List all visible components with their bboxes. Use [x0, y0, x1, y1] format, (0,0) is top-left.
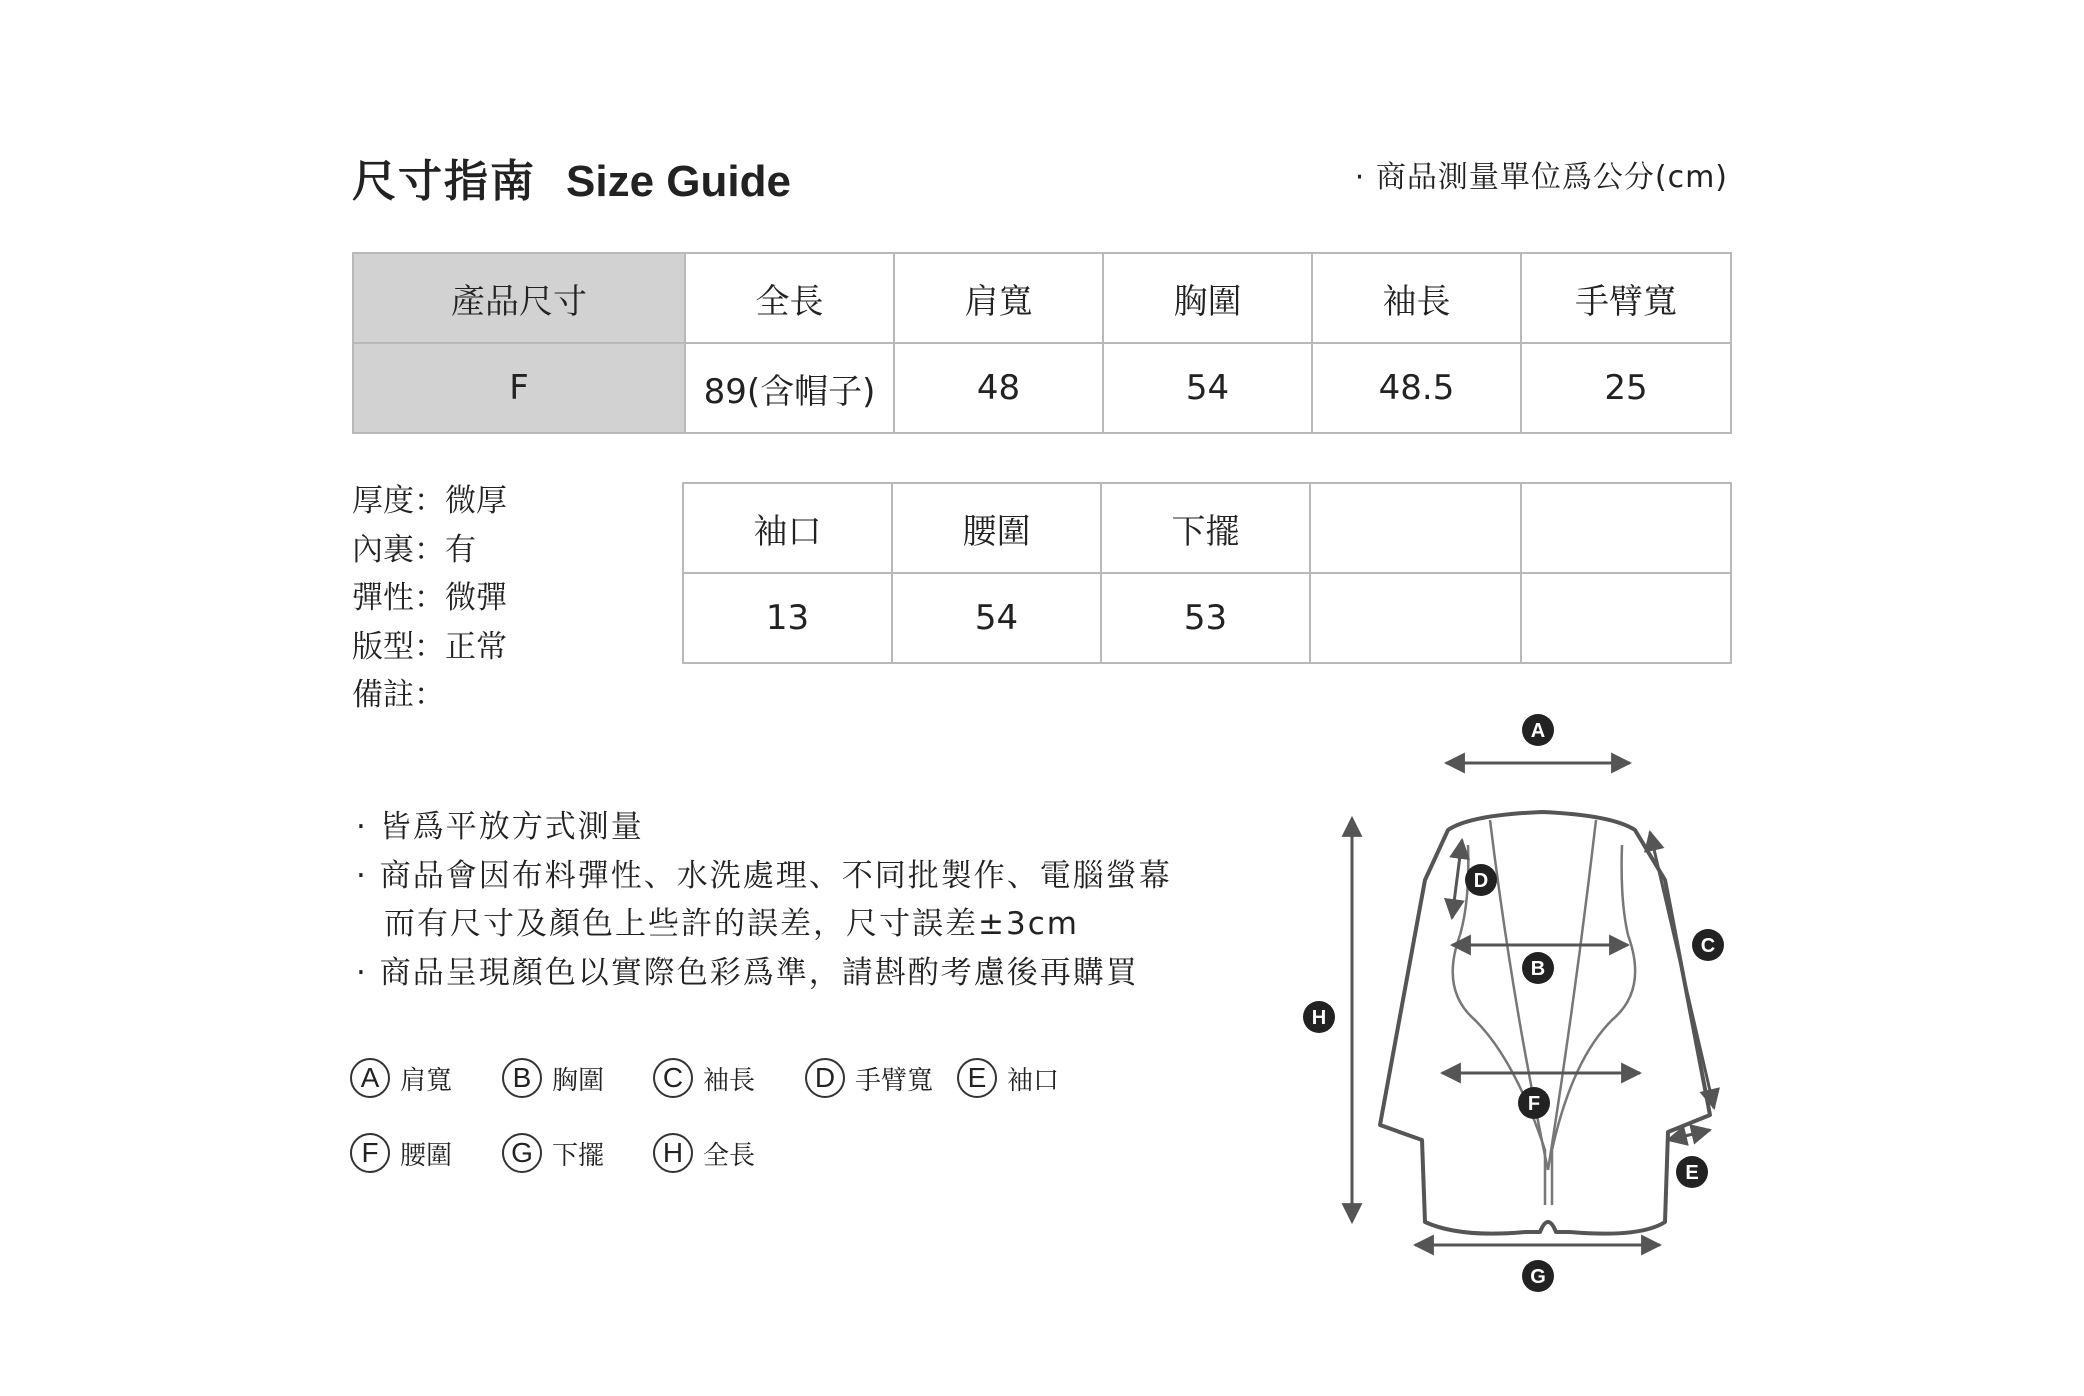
svg-text:H: H [1311, 1007, 1327, 1029]
legend-letter-a: A [350, 1058, 390, 1098]
arrow-d-arm [1452, 840, 1462, 918]
svg-text:D: D [1473, 870, 1489, 892]
attribute-fit: 版型：正常 [352, 628, 507, 665]
table-cell: 54 [1103, 343, 1312, 433]
table-cell: 25 [1521, 343, 1731, 433]
legend-letter-g: G [502, 1133, 542, 1173]
legend-label: 袖長 [703, 1065, 756, 1096]
table-cell: 48 [894, 343, 1103, 433]
table-cell: F [353, 343, 685, 433]
badge-g [1522, 1260, 1554, 1292]
attribute-elasticity: 彈性：微彈 [352, 580, 507, 616]
table-header-cell: 產品尺寸 [353, 253, 685, 343]
arrow-c-sleeve [1650, 832, 1714, 1108]
legend-letter-e: E [957, 1058, 997, 1098]
svg-text:E: E [1685, 1162, 1699, 1184]
title-zh: 尺寸指南 [352, 156, 536, 207]
badge-d [1465, 864, 1497, 896]
legend-letter-d: D [805, 1058, 845, 1098]
svg-text:G: G [1530, 1266, 1546, 1288]
badge-b [1522, 952, 1554, 984]
legend-letter-f: F [350, 1133, 390, 1173]
legend-label: 全長 [703, 1140, 756, 1171]
legend-letter-h: H [653, 1133, 693, 1173]
title-en: Size Guide [566, 157, 791, 206]
table-header-cell: 腰圍 [892, 483, 1101, 573]
attribute-thickness: 厚度：微厚 [352, 483, 507, 519]
table-cell: 53 [1101, 573, 1310, 663]
legend-letter-b: B [502, 1058, 542, 1098]
note-line: · 皆爲平放方式測量 [356, 809, 644, 845]
legend-letter-c: C [653, 1058, 693, 1098]
note-line: · 商品呈現顏色以實際色彩爲準，請斟酌考慮後再購買 [356, 954, 1139, 991]
table-header-cell: 袖長 [1312, 253, 1521, 343]
badge-c [1692, 929, 1724, 961]
legend-label: 腰圍 [400, 1140, 453, 1171]
attribute-remarks: 備註： [352, 677, 445, 713]
note-line: 而有尺寸及顏色上些許的誤差，尺寸誤差±3cm [384, 906, 1079, 942]
unit-note: · 商品測量單位爲公分(cm) [1354, 160, 1728, 195]
badge-a [1522, 714, 1554, 746]
legend-label: 手臂寬 [855, 1065, 934, 1096]
legend-label: 袖口 [1007, 1065, 1060, 1096]
measurement-arrows [1352, 763, 1714, 1245]
table-header-cell: 袖口 [683, 483, 892, 573]
legend-label: 胸圍 [552, 1065, 605, 1096]
attribute-lining: 內裏：有 [352, 531, 476, 568]
svg-text:B: B [1530, 958, 1546, 980]
svg-text:A: A [1530, 720, 1546, 742]
table-cell: 89(含帽子) [685, 343, 894, 433]
table-cell: 48.5 [1312, 343, 1521, 433]
table-cell: 13 [683, 573, 892, 663]
svg-text:F: F [1527, 1093, 1541, 1115]
table-header-cell: 手臂寬 [1521, 253, 1731, 343]
note-line: · 商品會因布料彈性、水洗處理、不同批製作、電腦螢幕 [356, 857, 1172, 894]
badge-e [1676, 1156, 1708, 1188]
table-header-cell: 胸圍 [1103, 253, 1312, 343]
measurement-badges [1303, 714, 1724, 1292]
table-header-cell: 下擺 [1101, 483, 1310, 573]
badge-h [1303, 1001, 1335, 1033]
badge-f [1518, 1087, 1550, 1119]
svg-text:C: C [1700, 935, 1716, 957]
table-cell: 54 [892, 573, 1101, 663]
table-header-cell: 全長 [685, 253, 894, 343]
table-header-cell: 肩寬 [894, 253, 1103, 343]
legend-label: 肩寬 [400, 1065, 453, 1096]
legend-label: 下擺 [552, 1140, 605, 1171]
